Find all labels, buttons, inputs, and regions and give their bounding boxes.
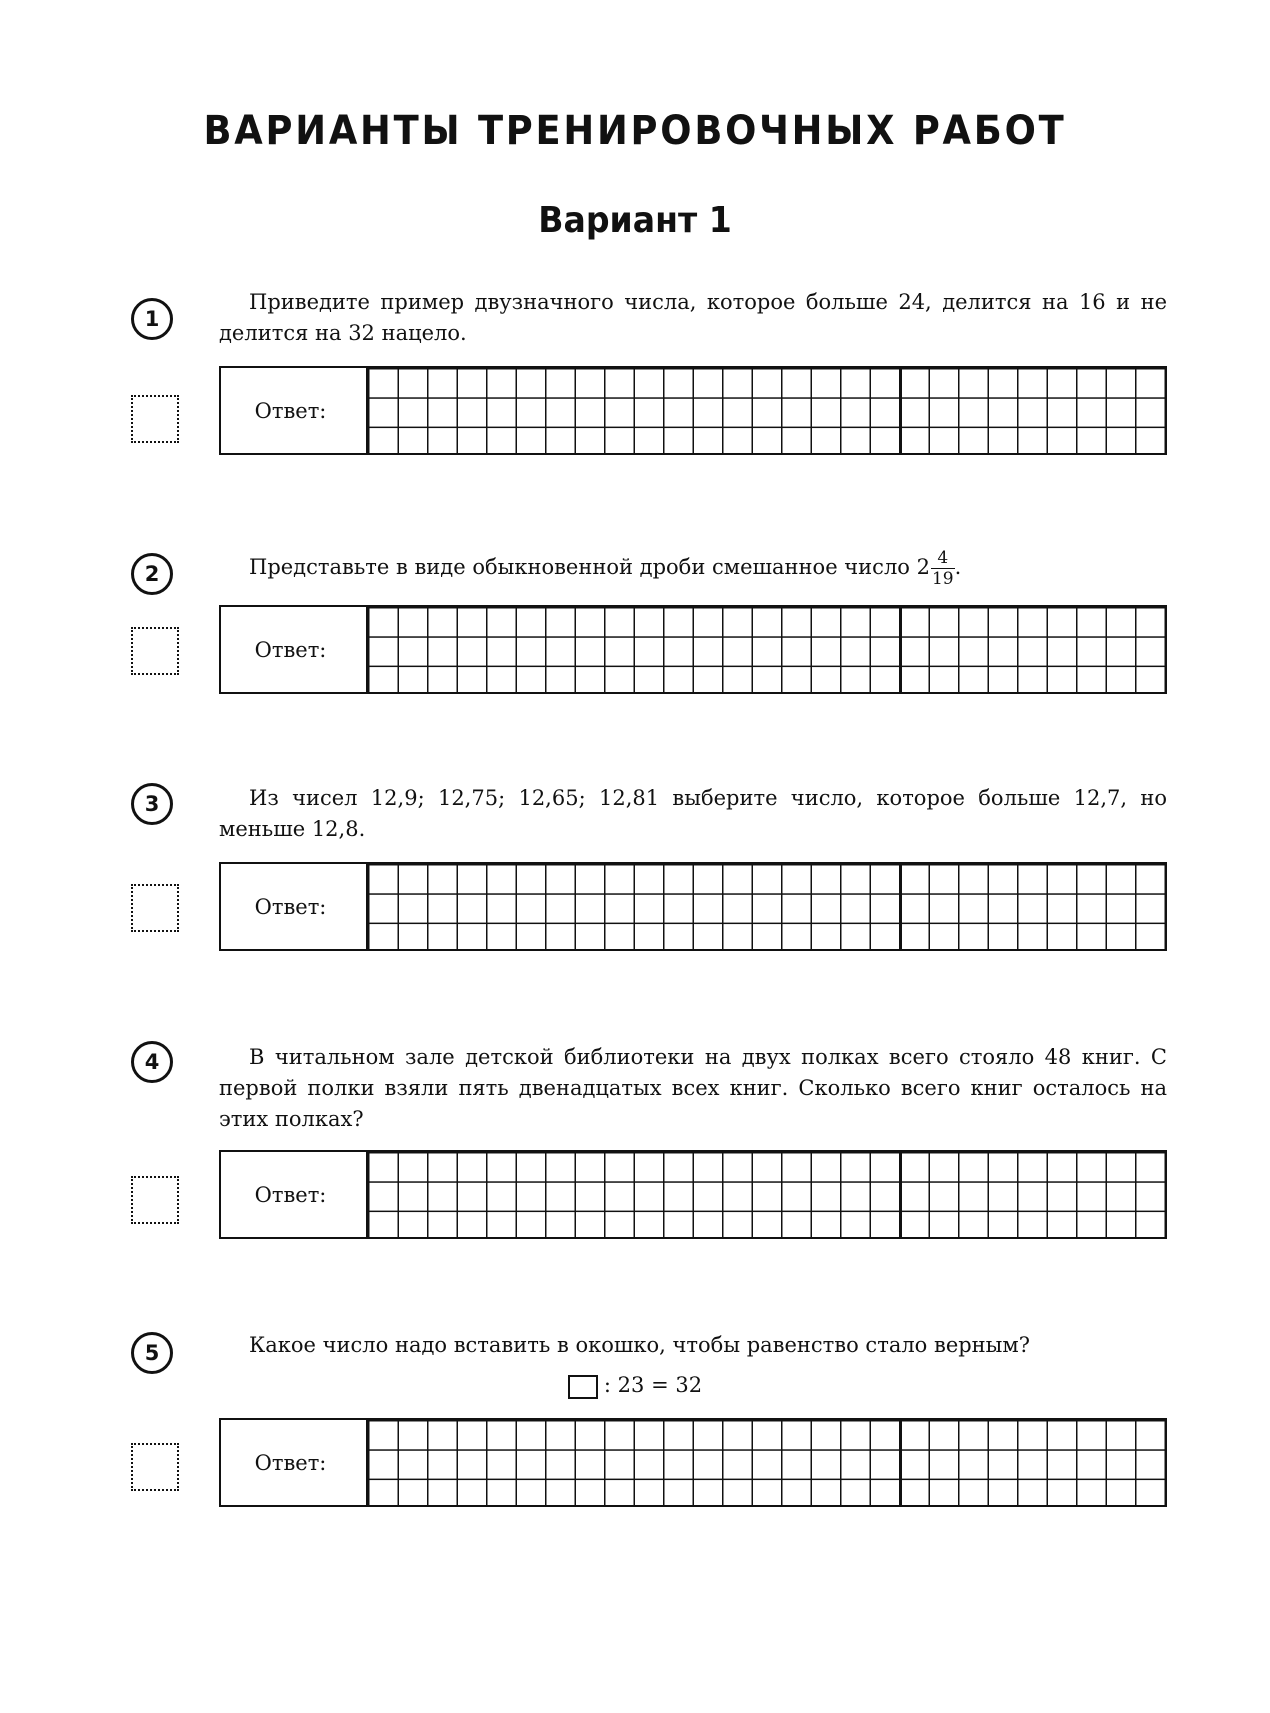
task-text-5: Какое число надо вставить в окошко, чтобы равенство стало верным? — [249, 1333, 1030, 1357]
task-text-2-end: . — [954, 555, 962, 579]
task-text-4: В читальном зале детской библиотеки на двух полках всего стояло 48 книг. С первой полки взяли пять двенадцатых всех книг. Сколько всего книг осталось на этих полках? — [219, 1045, 1167, 1131]
score-box-5[interactable] — [131, 1443, 179, 1491]
equation-text: : 23 = 32 — [603, 1373, 703, 1397]
task-number-4: 4 — [131, 1041, 173, 1083]
equation-blank-box — [568, 1375, 598, 1399]
answer-label: Ответ: — [221, 864, 368, 949]
answer-label: Ответ: — [221, 1420, 368, 1505]
task-text-1: Приведите пример двузначного числа, которое больше 24, делится на 16 и не делится на 32 нацело. — [219, 290, 1167, 345]
score-box-4[interactable] — [131, 1176, 179, 1224]
answer-grid-5[interactable] — [368, 1420, 1165, 1505]
page-title: ВАРИАНТЫ ТРЕНИРОВОЧНЫХ РАБОТ — [203, 108, 1067, 154]
fraction-denominator: 19 — [931, 569, 954, 589]
task-number-3: 3 — [131, 783, 173, 825]
task-text-2-main: Представьте в виде обыкновенной дроби смешанное число 2 — [249, 555, 930, 579]
task-text-2 — [219, 548, 1167, 589]
answer-label: Ответ: — [221, 1152, 368, 1237]
answer-form-4 — [219, 1150, 1167, 1239]
answer-label: Ответ: — [221, 368, 368, 453]
score-box-2[interactable] — [131, 627, 179, 675]
fraction-numerator: 4 — [931, 548, 955, 569]
task-text-3: Из чисел 12,9; 12,75; 12,65; 12,81 выберите число, которое больше 12,7, но меньше 12,8. — [219, 786, 1167, 841]
answer-grid-1[interactable] — [368, 368, 1165, 453]
answer-form-1 — [219, 366, 1167, 455]
score-box-1[interactable] — [131, 395, 179, 443]
equation — [0, 1370, 1270, 1400]
answer-grid-3[interactable] — [368, 864, 1165, 949]
mixed-number-fraction — [931, 548, 955, 589]
task-number-2: 2 — [131, 553, 173, 595]
score-box-3[interactable] — [131, 884, 179, 932]
answer-form-5 — [219, 1418, 1167, 1507]
task-number-1: 1 — [131, 298, 173, 340]
answer-form-3 — [219, 862, 1167, 951]
answer-grid-2[interactable] — [368, 607, 1165, 692]
task-number-5: 5 — [131, 1332, 173, 1374]
answer-grid-4[interactable] — [368, 1152, 1165, 1237]
answer-label: Ответ: — [221, 607, 368, 692]
answer-form-2 — [219, 605, 1167, 694]
variant-title: Вариант 1 — [538, 200, 732, 241]
